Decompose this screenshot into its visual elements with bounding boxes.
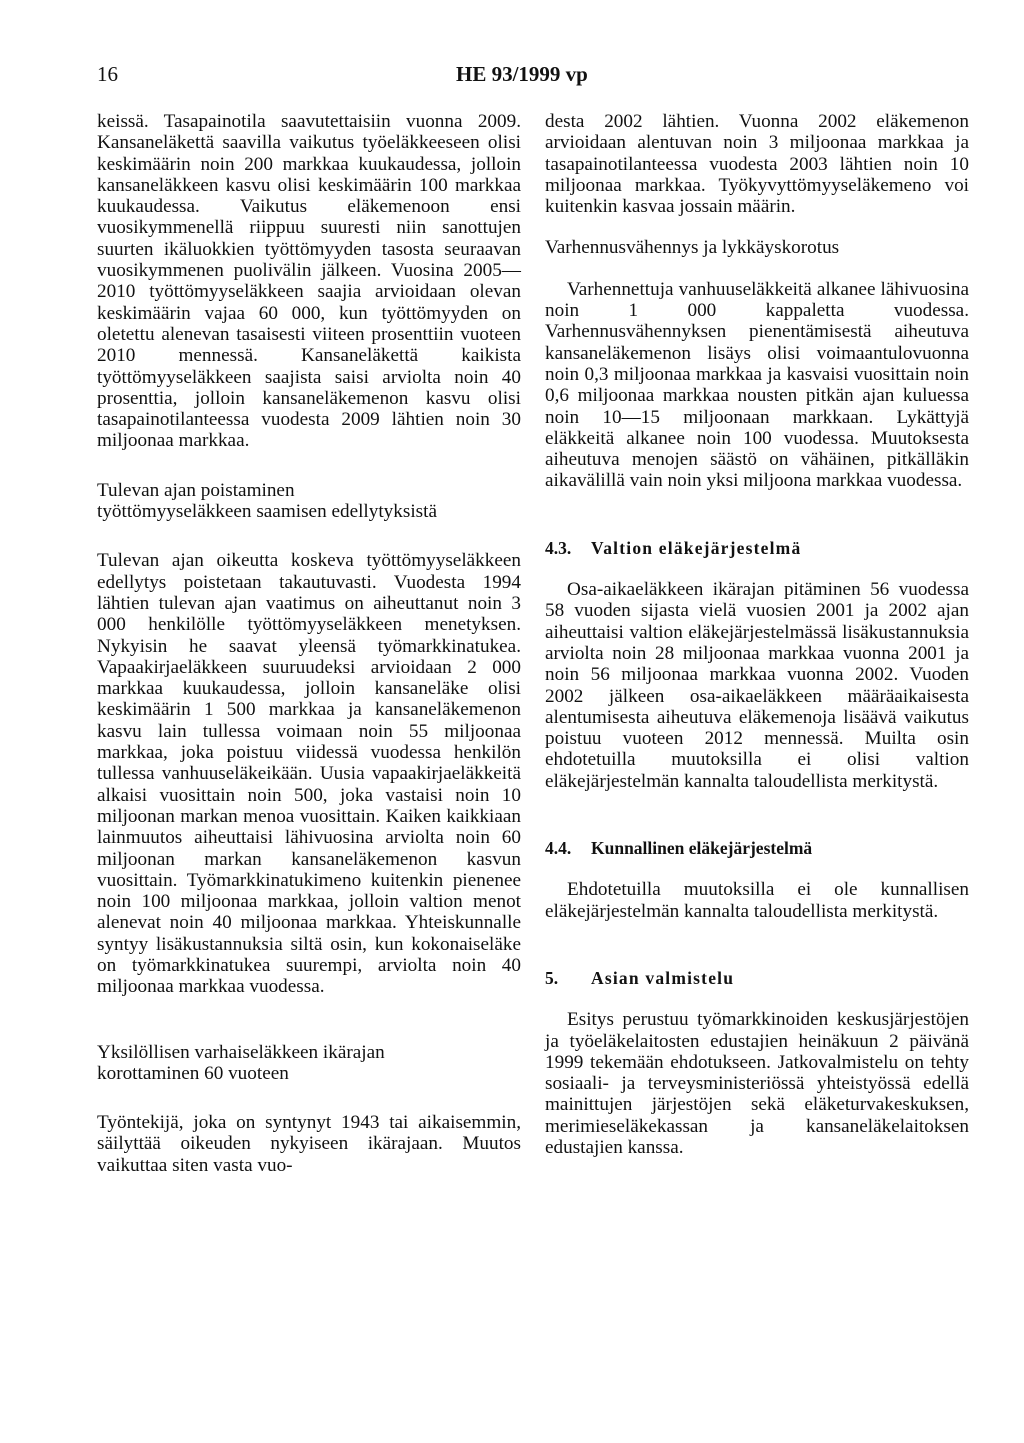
paragraph: Tulevan ajan oikeutta koskeva työttömyyseläkkeen edellytys poistetaan takautuvasti. Vuodesta 1994 lähtien tulevan ajan vaatimus on aiheuttanut noin 3 000 henkilölle työttömyyseläkkeen menetyksen. Nykyisin he saavat yleensä työmarkkinatukea. Vapaakirjaeläkkeen suuruudeksi arvioidaan 2 000 markkaa kuukaudessa, jolloin kansaneläke olisi keskimäärin 1 500 markkaa ja kansaneläkemenon kasvu lain tullessa voimaan noin 55 miljoonaa markkaa, joka poistuu viidessä vuodessa henkilön tullessa vanhuuseläkeikään. Uusia vapaakirjaeläkkeitä alkaisi vuosittain noin 500, joka vastaisi noin 10 miljoonan markan menoa vuosittain. Kaiken kaikkiaan lainmuutos aiheuttaisi lähivuosina arviolta noin 60 miljoonan markan kansaneläkemenon kasvun vuosittain. Työmarkkinatukimeno kuitenkin pienenee noin 100 miljoonaa markkaa, jolloin valtion menot alenevat noin 40 miljoonaa markkaa. Yhteiskunnalle syntyy lisäkustannuksia siltä osin, kun kokonaiseläke on työmarkkinatukea suurempi, arviolta noin 40 miljoonaa markkaa vuodessa.	[97, 550, 521, 998]
subheading-varhennusvahennys: Varhennusvähennys ja lykkäyskorotus	[545, 237, 840, 259]
paragraph: Osa-aikaeläkkeen ikärajan pitäminen 56 vuodessa 58 vuoden sijasta vielä vuosien 2001 ja 2002 ajan aiheuttaisi valtion eläkejärjestelmässä lisäkustannuksia arviolta noin 28 miljoonaa markkaa vuonna 2001 ja noin 56 miljoonaa markkaa vuonna 2002. Vuoden 2002 jälkeen osa-aikaeläkkeen määräaikaisesta alentumisesta aiheutuva eläkemenoja lisäävä vaikutus poistuu vuoteen 2012 mennessä. Muilta osin ehdotetuilla muutoksilla ei olisi valtion eläkejärjestelmän kannalta taloudellista merkitystä.	[545, 579, 969, 792]
section-title: Kunnallinen eläkejärjestelmä	[591, 838, 813, 859]
section-number: 5.	[545, 967, 559, 988]
section-heading-5	[545, 968, 969, 989]
subheading-line: korottaminen 60 vuoteen	[97, 1062, 289, 1084]
subheading-line: työttömyyseläkkeen saamisen edellytyksistä	[97, 501, 437, 523]
section-heading-4-4	[545, 838, 969, 859]
document-id: HE 93/1999 vp	[456, 62, 588, 86]
subheading-line: Yksilöllisen varhaiseläkkeen ikärajan	[97, 1041, 385, 1063]
paragraph: Työntekijä, joka on syntynyt 1943 tai aikaisemmin, säilyttää oikeuden nykyiseen ikärajaan. Muutos vaikuttaa siten vasta vuo-	[97, 1112, 521, 1176]
subheading-varhaiselake	[97, 1042, 521, 1085]
section-number: 4.3.	[545, 537, 572, 558]
left-column	[97, 111, 521, 1176]
subheading-tulevan-ajan	[97, 480, 521, 523]
paragraph: Esitys perustuu työmarkkinoiden keskusjärjestöjen ja työeläkelaitosten edustajien heinäkuun 2 päivänä 1999 tekemään ehdotukseen. Jatkovalmistelu on tehty sosiaali- ja terveysministeriössä yhteistyössä edellä mainittujen järjestöjen sekä eläketurvakeskuksen, merimieseläkekassan ja kansaneläkelaitoksen edustajien kanssa.	[545, 1009, 969, 1158]
section-heading-4-3	[545, 538, 969, 559]
subheading-line: Tulevan ajan poistaminen	[97, 479, 295, 501]
section-number: 4.4.	[545, 838, 572, 859]
page-number: 16	[97, 62, 118, 86]
paragraph: desta 2002 lähtien. Vuonna 2002 eläkemenon arvioidaan alentuvan noin 3 miljoonaa markkaa ja tasapainotilanteessa vuodesta 2003 lähtien noin 10 miljoonaa markkaa. Työkyvyttömyyseläkemeno voi kuitenkin kasvaa jossain määrin.	[545, 111, 969, 218]
section-title: Valtion eläkejärjestelmä	[591, 537, 802, 558]
paragraph: keissä. Tasapainotila saavutettaisiin vuonna 2009. Kansaneläkettä saavilla vaikutus työeläkkeeseen olisi keskimäärin noin 200 markkaa kuukaudessa, jolloin kansaneläkkeen kasvu olisi keskimäärin 100 markkaa kuukaudessa. Vaikutus eläkemenoon ensi vuosikymmenellä riippuu suuresti niin sanottujen suurten ikäluokkien työttömyyden tasosta seuraavan vuosikymmenen puolivälin jälkeen. Vuosina 2005—2010 työttömyyseläkkeen saajia arvioidaan olevan keskimäärin vajaa 60 000, kun työttömyyden on oletettu alenevan tasaisesti viiteen prosenttiin vuoteen 2010 mennessä. Kansaneläkettä kaikista työttömyyseläkkeen saajista saisi arviolta noin 40 prosenttia, jolloin kansaneläkemenon kasvu olisi tasapainotilanteessa vuodesta 2009 lähtien noin 30 miljoonaa markkaa.	[97, 111, 521, 452]
right-column	[545, 111, 969, 1158]
paragraph: Varhennettuja vanhuuseläkkeitä alkanee lähivuosina noin 1 000 kappaletta vuodessa. Varhennusvähennyksen pienentämisestä aiheutuva kansaneläkemenon lisäys olisi voimaantulovuonna noin 0,3 miljoonaa markkaa ja kasvaisi vuosittain noin 0,6 miljoonaa markkaa nousten pitkän ajan kuluessa noin 10—15 miljoonaan markkaan. Lykättyjä eläkkeitä alkanee noin 100 vuodessa. Muutoksesta aiheutuva menojen säästö on vähäinen, pitkälläkin aikavälillä vain noin yksi miljoona markkaa vuodessa.	[545, 278, 969, 492]
section-title: Asian valmistelu	[591, 967, 735, 988]
paragraph: Ehdotetuilla muutoksilla ei ole kunnallisen eläkejärjestelmän kannalta taloudellista merkitystä.	[545, 879, 969, 922]
